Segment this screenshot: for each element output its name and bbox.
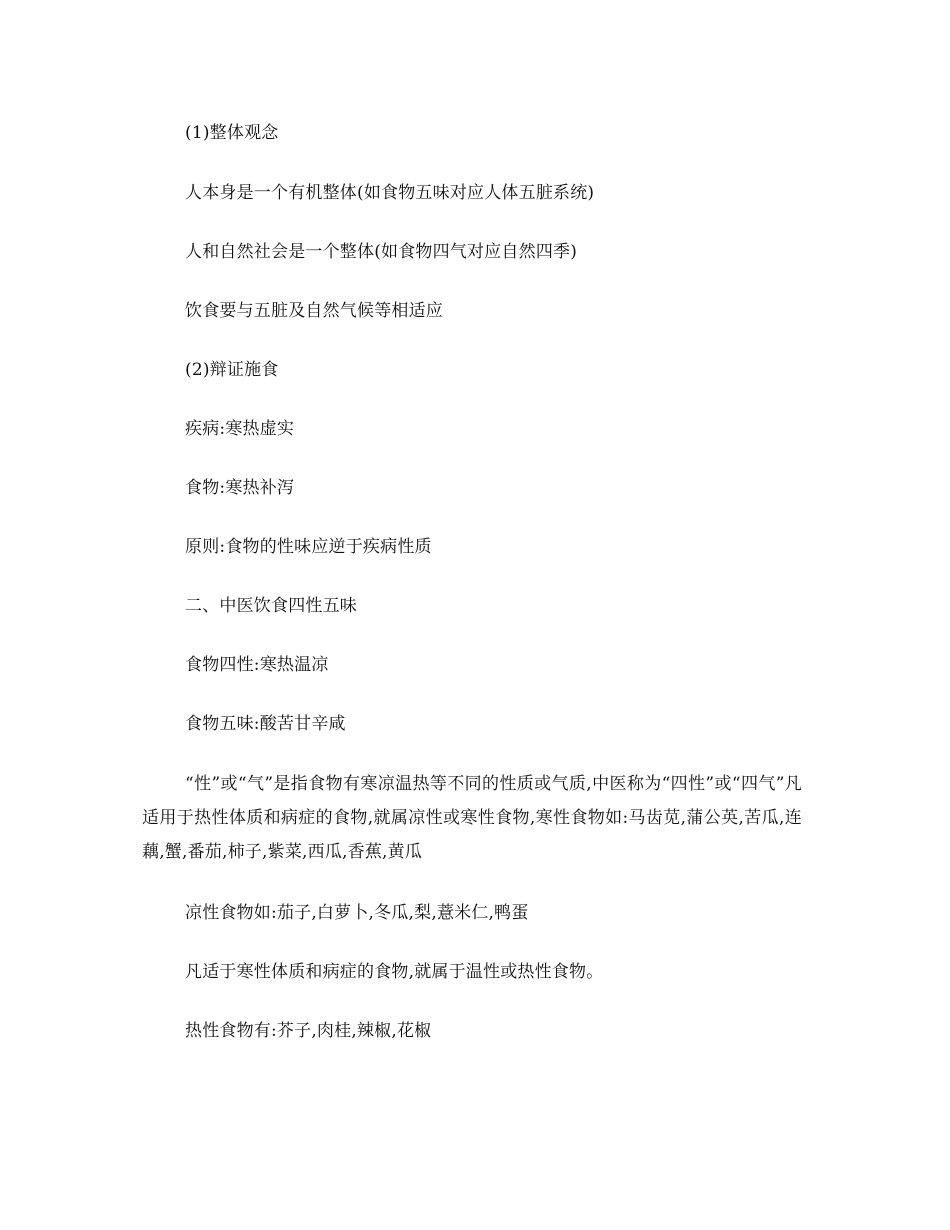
text-line: 食物五味:酸苦甘辛咸 [185,714,346,734]
heading-holistic-view: (1)整体观念 [185,123,279,143]
text-line: 疾病:寒热虚实 [185,419,295,439]
text-line: 热性食物有:芥子,肉桂,辣椒,花椒 [185,1021,432,1041]
text-line: 饮食要与五脏及自然气候等相适应 [185,301,443,321]
text-line: 人和自然社会是一个整体(如食物四气对应自然四季) [185,242,578,262]
text-line: 凡适于寒性体质和病症的食物,就属于温性或热性食物。 [185,962,604,982]
section-heading: 二、中医饮食四性五味 [185,596,357,616]
paragraph-four-natures: “性”或“气”是指食物有寒凉温热等不同的性质或气质,中医称为“四性”或“四气”凡适用于热性体质和病症的食物,就属凉性或寒性食物,寒性食物如:马齿苋,蒲公英,苦瓜,连藕,蟹,番茄,柿子,紫菜,西瓜,香蕉,黄瓜 [142,774,802,862]
text-line: 食物四性:寒热温凉 [185,655,329,675]
text-line: 人本身是一个有机整体(如食物五味对应人体五脏系统) [185,183,595,203]
heading-dialectical-diet: (2)辩证施食 [185,360,279,380]
text-line: 食物:寒热补泻 [185,478,295,498]
text-line: 原则:食物的性味应逆于疾病性质 [185,537,432,557]
text-line: 凉性食物如:茄子,白萝卜,冬瓜,梨,薏米仁,鸭蛋 [185,903,529,923]
